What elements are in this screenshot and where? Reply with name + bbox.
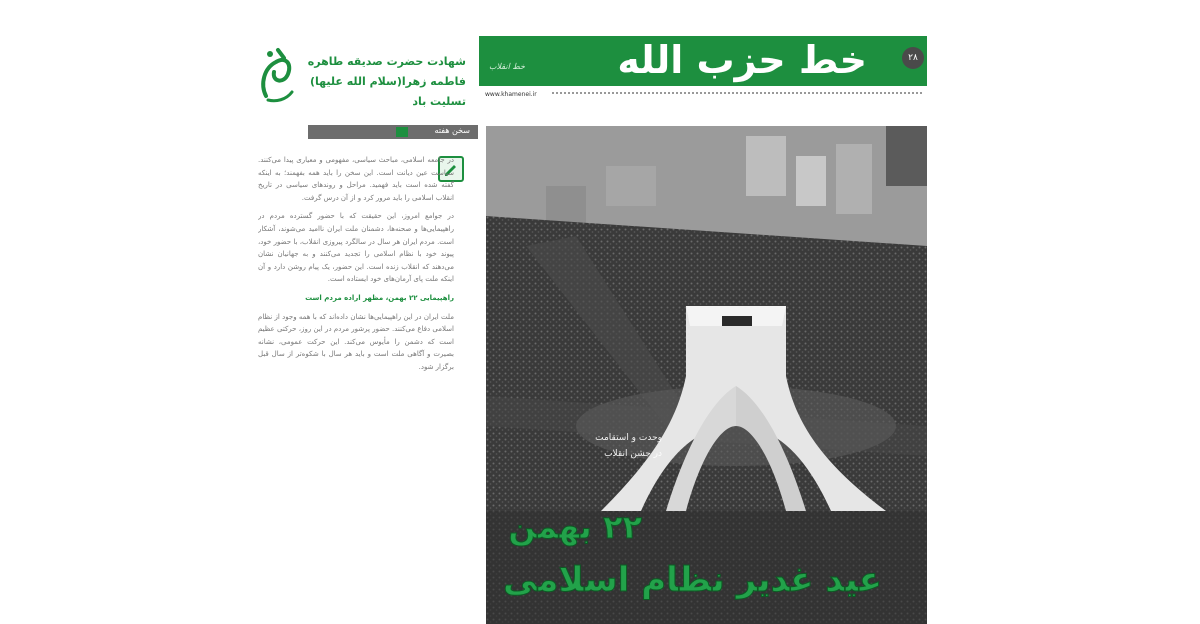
article-paragraph-3: ملت ایران در این راهپیمایی‌ها نشان داده‌اند که با همه وجود از نظام اسلامی دفاع می‌کنند. حضور پرشور مردم در این روز، حرکتی عظیم است که دشمن را مأیوس می‌کند. این حرکت عمومی، نشانه بصیرت و آگاهی ملت است و باید هر سال با شکوه‌تر از سال قبل برگزار شود. xyxy=(258,312,454,371)
fatemeh-calligraphy-logo-icon xyxy=(258,44,296,104)
masthead-banner xyxy=(479,36,927,86)
column-header xyxy=(308,125,478,139)
condolence-block xyxy=(252,34,472,118)
masthead-website: www.khamenei.ir xyxy=(485,91,537,98)
masthead-subtitle: خط انقلاب xyxy=(489,62,525,71)
condolence-text xyxy=(306,52,466,112)
issue-number-badge: ۲۸ xyxy=(902,47,924,69)
masthead-divider xyxy=(552,92,922,94)
headline-title: عید غدیر نظام اسلامی xyxy=(503,560,882,600)
article-paragraph-2: در جوامع امروز، این حقیقت که با حضور گسترده مردم در راهپیمایی‌ها و صحنه‌ها، دشمنان ملت ایران ناامید می‌شوند، آشکار است. مردم ایران هر سال در سالگرد پیروزی انقلاب، با حضور خود، پیوند خود با نظام اسلامی را تجدید می‌کنند و به جهانیان نشان می‌دهند که انقلاب زنده است. این حضور، یک پیام روشن دارد و آن اینکه ملت پای آرمان‌های خود ایستاده است. xyxy=(258,212,454,284)
article-paragraph-1: در جامعه اسلامی، مباحث سیاسی، مفهومی و معیاری پیدا می‌کنند. سیاست عین دیانت است. این سخن را باید همه بفهمند؛ به اینکه گفته شده است باید فهمید. مراحل و روندهای سیاسی در تاریخ انقلاب اسلامی را باید مرور کرد و از آن درس گرفت. xyxy=(258,156,454,202)
column-header-label: سخن هفته xyxy=(434,126,470,135)
photo-caption-line-2: در جشن انقلاب xyxy=(604,449,662,459)
azadi-tower-rally-photo xyxy=(486,126,927,624)
photo-caption-line-1: وحدت و استقامت xyxy=(595,433,662,443)
headline-date: ۲۲ بهمن xyxy=(508,508,642,546)
column-marker-icon xyxy=(396,127,408,137)
article-subheading: راهپیمایی ۲۲ بهمن، مظهر اراده مردم است xyxy=(305,293,454,302)
editorial-article xyxy=(258,154,454,624)
masthead-title: خط حزب الله xyxy=(617,38,867,82)
condolence-line-2: فاطمه زهرا(سلام الله علیها) تسلیت باد xyxy=(309,75,466,108)
newspaper-page xyxy=(252,30,928,624)
condolence-line-1: شهادت حضرت صدیقه طاهره xyxy=(307,55,466,68)
photo-caption xyxy=(512,430,662,462)
